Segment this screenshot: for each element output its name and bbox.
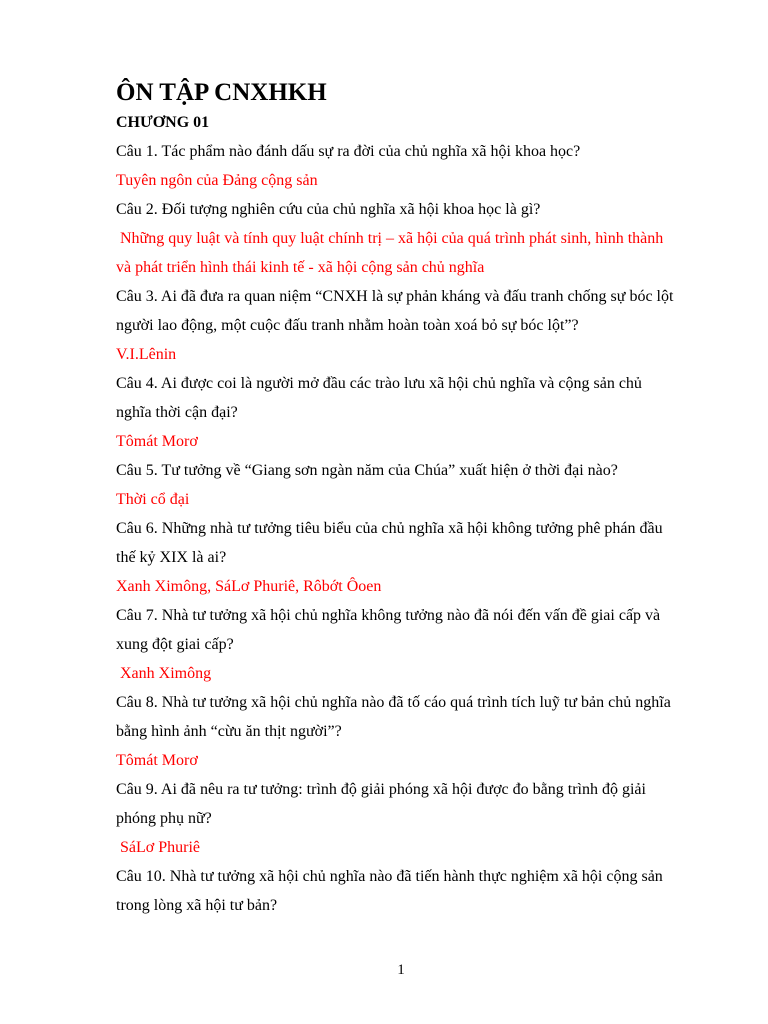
- question-line: Câu 6. Những nhà tư tưởng tiêu biểu của chủ nghĩa xã hội không tưởng phê phán đầu: [116, 520, 663, 537]
- answer-line: Tuyên ngôn của Đảng cộng sản: [116, 172, 318, 189]
- chapter-heading: CHƯƠNG 01: [116, 114, 210, 131]
- question-line: Câu 9. Ai đã nêu ra tư tưởng: trình độ giải phóng xã hội được đo bằng trình độ giải: [116, 781, 646, 798]
- answer-line: Tômát Morơ: [116, 433, 198, 450]
- question-line: thế kỷ XIX là ai?: [116, 549, 227, 566]
- question-line: Câu 7. Nhà tư tưởng xã hội chủ nghĩa không tưởng nào đã nói đến vấn đề giai cấp và: [116, 607, 661, 624]
- question-line: nghĩa thời cận đại?: [116, 404, 238, 421]
- page-number: 1: [397, 962, 405, 978]
- answer-line: và phát triển hình thái kinh tế - xã hội cộng sản chủ nghĩa: [116, 259, 485, 276]
- question-line: xung đột giai cấp?: [116, 636, 234, 653]
- document-title: ÔN TẬP CNXHKH: [116, 79, 327, 106]
- question-line: bằng hình ảnh “cừu ăn thịt người”?: [116, 723, 342, 740]
- question-line: Câu 5. Tư tưởng về “Giang sơn ngàn năm của Chúa” xuất hiện ở thời đại nào?: [116, 462, 618, 479]
- question-line: Câu 2. Đối tượng nghiên cứu của chủ nghĩa xã hội khoa học là gì?: [116, 201, 541, 218]
- answer-line: Xanh Ximông: [116, 665, 212, 682]
- question-line: trong lòng xã hội tư bản?: [116, 897, 278, 914]
- answer-line: V.I.Lênin: [116, 346, 177, 363]
- question-line: phóng phụ nữ?: [116, 810, 212, 827]
- question-line: Câu 4. Ai được coi là người mở đầu các trào lưu xã hội chủ nghĩa và cộng sản chủ: [116, 375, 642, 392]
- answer-line: Những quy luật và tính quy luật chính trị – xã hội của quá trình phát sinh, hình thành: [116, 230, 664, 247]
- answer-line: Thời cổ đại: [116, 491, 190, 508]
- answer-line: Xanh Ximông, SáLơ Phuriê, Rôbớt Ôoen: [116, 578, 382, 595]
- question-list: [116, 137, 696, 920]
- question-line: Câu 10. Nhà tư tưởng xã hội chủ nghĩa nào đã tiến hành thực nghiệm xã hội cộng sản: [116, 868, 663, 885]
- question-line: Câu 1. Tác phẩm nào đánh dấu sự ra đời của chủ nghĩa xã hội khoa học?: [116, 143, 581, 160]
- question-line: người lao động, một cuộc đấu tranh nhằm hoàn toàn xoá bỏ sự bóc lột”?: [116, 317, 579, 334]
- question-line: Câu 3. Ai đã đưa ra quan niệm “CNXH là sự phản kháng và đấu tranh chống sự bóc lột: [116, 288, 674, 305]
- question-line: Câu 8. Nhà tư tưởng xã hội chủ nghĩa nào đã tố cáo quá trình tích luỹ tư bản chủ nghĩa: [116, 694, 671, 711]
- answer-line: SáLơ Phuriê: [116, 839, 201, 856]
- answer-line: Tômát Morơ: [116, 752, 198, 769]
